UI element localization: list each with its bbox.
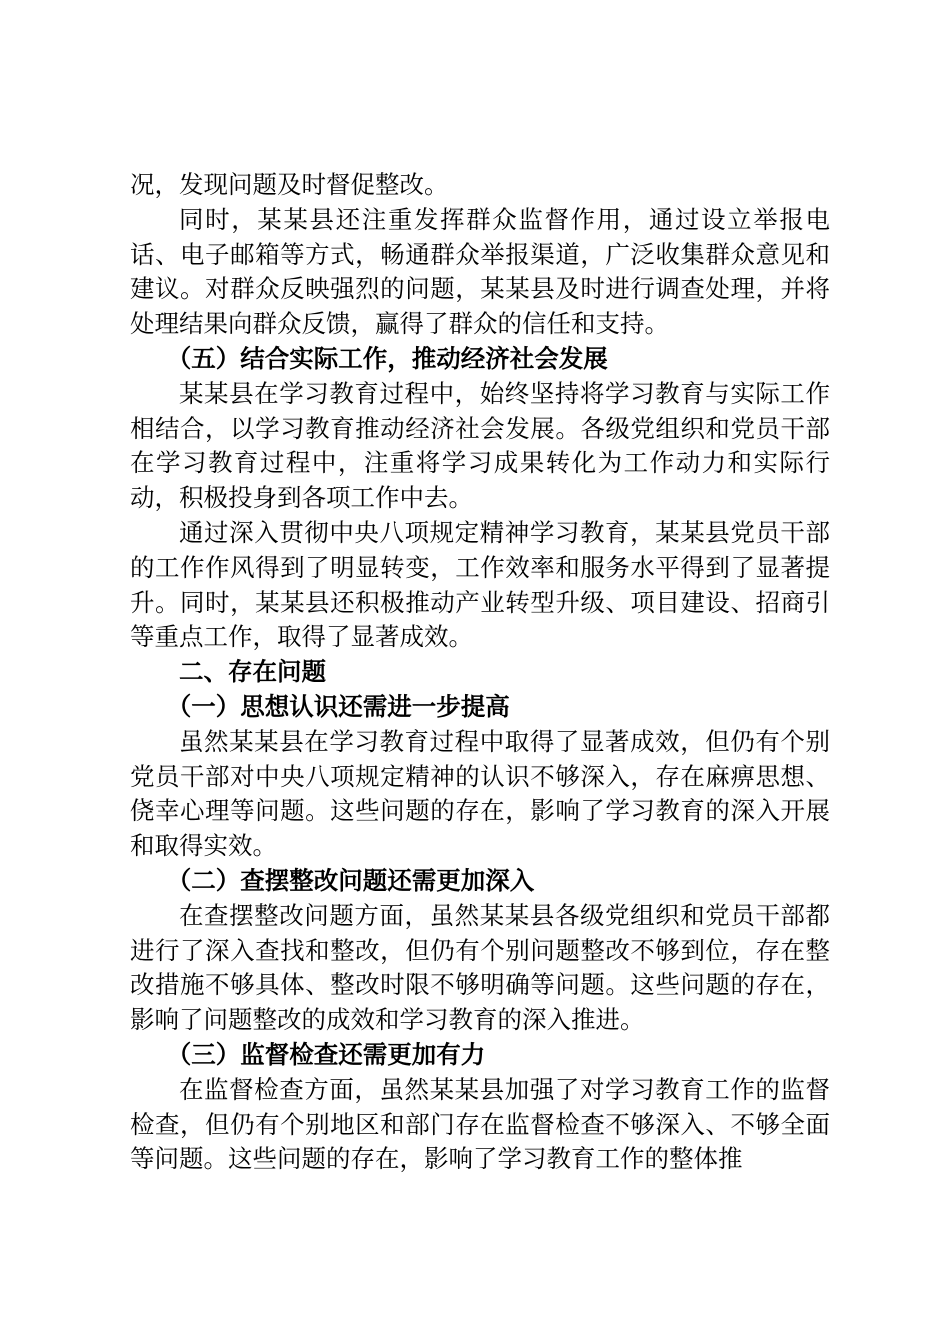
paragraph-continuation: 况，发现问题及时督促整改。 bbox=[130, 170, 449, 199]
paragraph-five-1: 某某县在学习教育过程中，始终坚持将学习教育与实际工作相结合，以学习教育推动经济社会发展。各级党组织和党员干部在学习教育过程中，注重将学习成果转化为工作动力和实际行动，积极投身到各项工作中去。 bbox=[130, 378, 830, 513]
heading-two: （二）查摆整改问题还需更加深入 bbox=[166, 865, 535, 895]
paragraph-three: 在监督检查方面，虽然某某县加强了对学习教育工作的监督检查，但仍有个别地区和部门存在监督检查不够深入、不够全面等问题。这些问题的存在，影响了学习教育工作的整体推 bbox=[130, 1074, 830, 1174]
paragraph-public-supervision: 同时，某某县还注重发挥群众监督作用，通过设立举报电话、电子邮箱等方式，畅通群众举报渠道，广泛收集群众意见和建议。对群众反映强烈的问题，某某县及时进行调查处理，并将处理结果向群众反馈，赢得了群众的信任和支持。 bbox=[130, 204, 830, 339]
paragraph-two: 在查摆整改问题方面，虽然某某县各级党组织和党员干部都进行了深入查找和整改，但仍有个别问题整改不够到位，存在整改措施不够具体、整改时限不够明确等问题。这些问题的存在，影响了问题整改的成效和学习教育的深入推进。 bbox=[130, 900, 830, 1035]
heading-section-two: 二、存在问题 bbox=[179, 657, 326, 687]
paragraph-five-2: 通过深入贯彻中央八项规定精神学习教育，某某县党员干部的工作作风得到了明显转变，工作效率和服务水平得到了显著提升。同时，某某县还积极推动产业转型升级、项目建设、招商引等重点工作，取得了显著成效。 bbox=[130, 517, 830, 652]
paragraph-one: 虽然某某县在学习教育过程中取得了显著成效，但仍有个别党员干部对中央八项规定精神的认识不够深入，存在麻痹思想、侥幸心理等问题。这些问题的存在，影响了学习教育的深入开展和取得实效。 bbox=[130, 726, 830, 861]
heading-five: （五）结合实际工作，推动经济社会发展 bbox=[166, 343, 608, 373]
heading-one: （一）思想认识还需进一步提高 bbox=[166, 691, 510, 721]
heading-three: （三）监督检查还需更加有力 bbox=[166, 1039, 486, 1069]
document-page bbox=[130, 168, 830, 1177]
